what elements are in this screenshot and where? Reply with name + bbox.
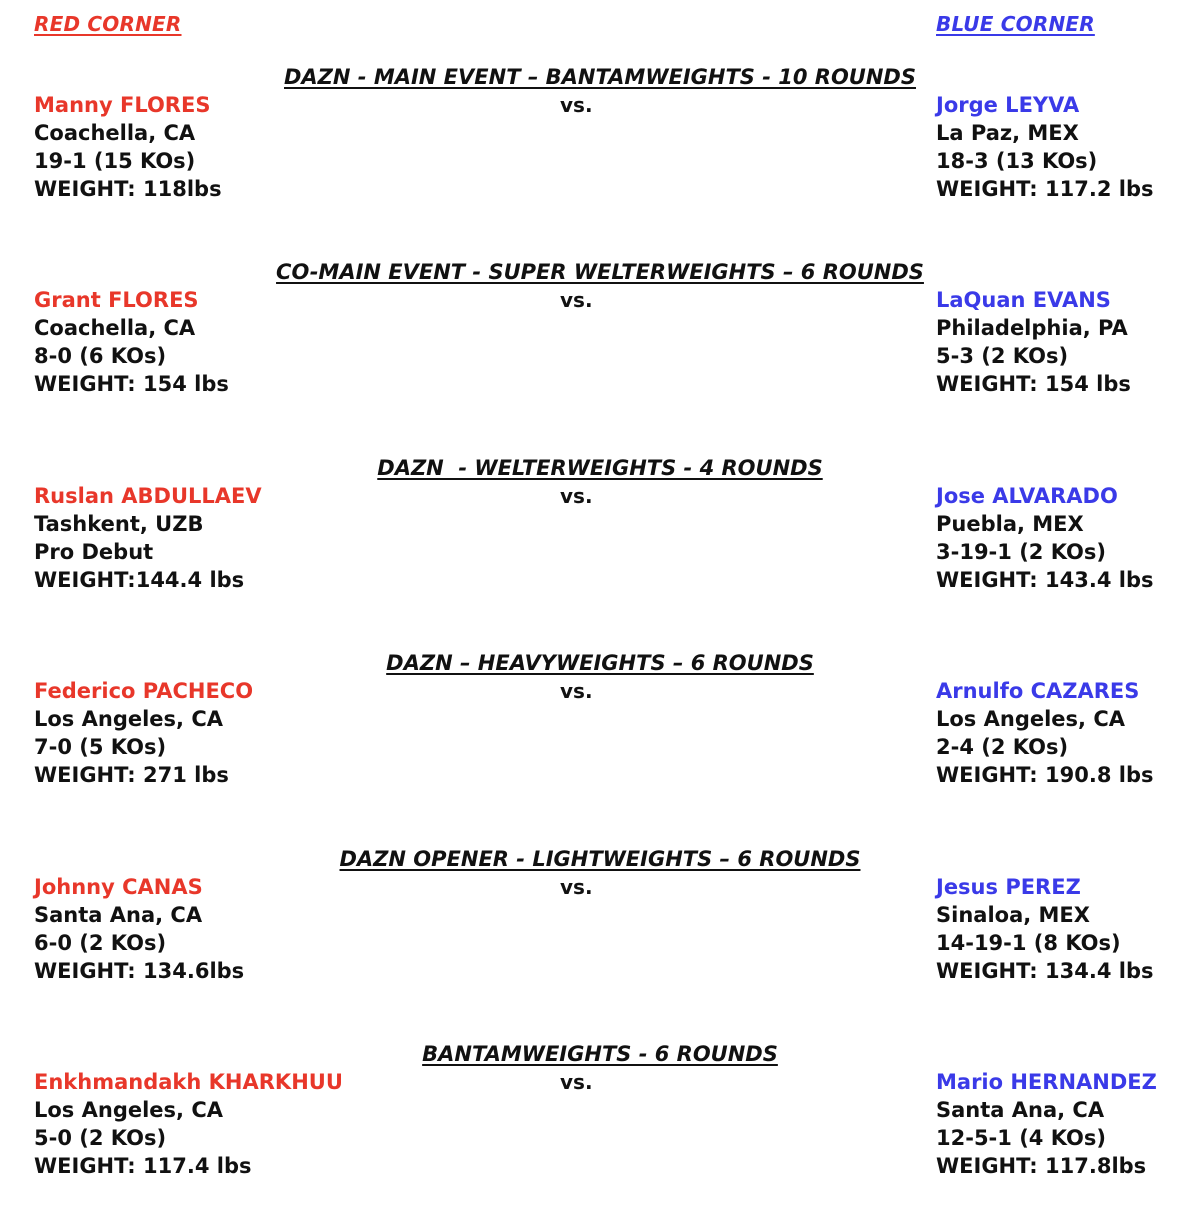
fighter-weight: WEIGHT: 117.4 lbs xyxy=(34,1154,252,1178)
red-corner-heading: RED CORNER xyxy=(34,12,182,36)
fighter-weight: WEIGHT: 190.8 lbs xyxy=(936,763,1154,787)
red-fighter xyxy=(34,677,253,789)
fighter-name: Mario HERNANDEZ xyxy=(936,1070,1157,1094)
fighter-hometown: Philadelphia, PA xyxy=(936,316,1128,340)
fighter-name: Jose ALVARADO xyxy=(936,484,1118,508)
fighter-weight: WEIGHT:144.4 lbs xyxy=(34,568,245,592)
red-fighter xyxy=(34,286,229,398)
fighter-record: 7-0 (5 KOs) xyxy=(34,735,167,759)
red-fighter xyxy=(34,91,222,203)
fighter-hometown: Tashkent, UZB xyxy=(34,512,204,536)
fighter-hometown: Puebla, MEX xyxy=(936,512,1084,536)
fighter-name: Enkhmandakh KHARKHUU xyxy=(34,1070,343,1094)
bout-title: BANTAMWEIGHTS - 6 ROUNDS xyxy=(422,1042,778,1066)
bout-title: DAZN - WELTERWEIGHTS - 4 ROUNDS xyxy=(377,456,823,480)
vs-label: vs. xyxy=(560,93,593,117)
fighter-hometown: La Paz, MEX xyxy=(936,121,1079,145)
vs-label: vs. xyxy=(560,484,593,508)
vs-label: vs. xyxy=(560,679,593,703)
blue-fighter xyxy=(936,286,1131,398)
fighter-record: 6-0 (2 KOs) xyxy=(34,931,167,955)
fighter-record: 19-1 (15 KOs) xyxy=(34,149,196,173)
fighter-record: 12-5-1 (4 KOs) xyxy=(936,1126,1106,1150)
fighter-weight: WEIGHT: 154 lbs xyxy=(936,372,1131,396)
fighter-record: 5-3 (2 KOs) xyxy=(936,344,1069,368)
bout-card xyxy=(0,1040,1200,1230)
bout-card xyxy=(0,845,1200,1035)
fighter-record: 2-4 (2 KOs) xyxy=(936,735,1069,759)
bout-card xyxy=(0,649,1200,839)
fighter-weight: WEIGHT: 134.6lbs xyxy=(34,959,245,983)
vs-label: vs. xyxy=(560,1070,593,1094)
fighter-record: 14-19-1 (8 KOs) xyxy=(936,931,1121,955)
fighter-weight: WEIGHT: 143.4 lbs xyxy=(936,568,1154,592)
blue-fighter xyxy=(936,1068,1157,1180)
fighter-name: LaQuan EVANS xyxy=(936,288,1111,312)
bout-card xyxy=(0,258,1200,448)
fighter-record: 8-0 (6 KOs) xyxy=(34,344,167,368)
vs-label: vs. xyxy=(560,288,593,312)
red-fighter xyxy=(34,482,262,594)
fighter-hometown: Santa Ana, CA xyxy=(34,903,203,927)
fighter-record: Pro Debut xyxy=(34,540,154,564)
fighter-name: Johnny CANAS xyxy=(34,875,203,899)
fighter-weight: WEIGHT: 134.4 lbs xyxy=(936,959,1154,983)
bout-card xyxy=(0,63,1200,253)
bout-title: DAZN OPENER - LIGHTWEIGHTS – 6 ROUNDS xyxy=(339,847,861,871)
fighter-record: 18-3 (13 KOs) xyxy=(936,149,1098,173)
bout-title: CO-MAIN EVENT - SUPER WELTERWEIGHTS – 6 ROUNDS xyxy=(276,260,924,284)
vs-label: vs. xyxy=(560,875,593,899)
bout-card xyxy=(0,454,1200,644)
fighter-weight: WEIGHT: 271 lbs xyxy=(34,763,229,787)
red-fighter xyxy=(34,873,244,985)
fighter-name: Federico PACHECO xyxy=(34,679,254,703)
fighter-hometown: Coachella, CA xyxy=(34,316,196,340)
fighter-record: 5-0 (2 KOs) xyxy=(34,1126,167,1150)
fighter-hometown: Santa Ana, CA xyxy=(936,1098,1105,1122)
fighter-record: 3-19-1 (2 KOs) xyxy=(936,540,1106,564)
fighter-hometown: Sinaloa, MEX xyxy=(936,903,1090,927)
fighter-weight: WEIGHT: 154 lbs xyxy=(34,372,229,396)
blue-corner-heading: BLUE CORNER xyxy=(936,12,1095,36)
fighter-hometown: Los Angeles, CA xyxy=(936,707,1125,731)
fighter-name: Grant FLORES xyxy=(34,288,199,312)
bout-title: DAZN – HEAVYWEIGHTS – 6 ROUNDS xyxy=(386,651,814,675)
blue-fighter xyxy=(936,873,1154,985)
fighter-weight: WEIGHT: 118lbs xyxy=(34,177,222,201)
blue-fighter xyxy=(936,91,1154,203)
fighter-weight: WEIGHT: 117.2 lbs xyxy=(936,177,1154,201)
fighter-name: Jorge LEYVA xyxy=(936,93,1080,117)
fighter-hometown: Los Angeles, CA xyxy=(34,1098,223,1122)
fighter-hometown: Coachella, CA xyxy=(34,121,196,145)
fighter-weight: WEIGHT: 117.8lbs xyxy=(936,1154,1147,1178)
fighter-name: Manny FLORES xyxy=(34,93,211,117)
fighter-name: Jesus PEREZ xyxy=(936,875,1081,899)
bout-title: DAZN - MAIN EVENT – BANTAMWEIGHTS - 10 ROUNDS xyxy=(284,65,916,89)
red-fighter xyxy=(34,1068,343,1180)
fighter-name: Ruslan ABDULLAEV xyxy=(34,484,262,508)
fighter-hometown: Los Angeles, CA xyxy=(34,707,223,731)
blue-fighter xyxy=(936,482,1154,594)
blue-fighter xyxy=(936,677,1154,789)
fighter-name: Arnulfo CAZARES xyxy=(936,679,1140,703)
